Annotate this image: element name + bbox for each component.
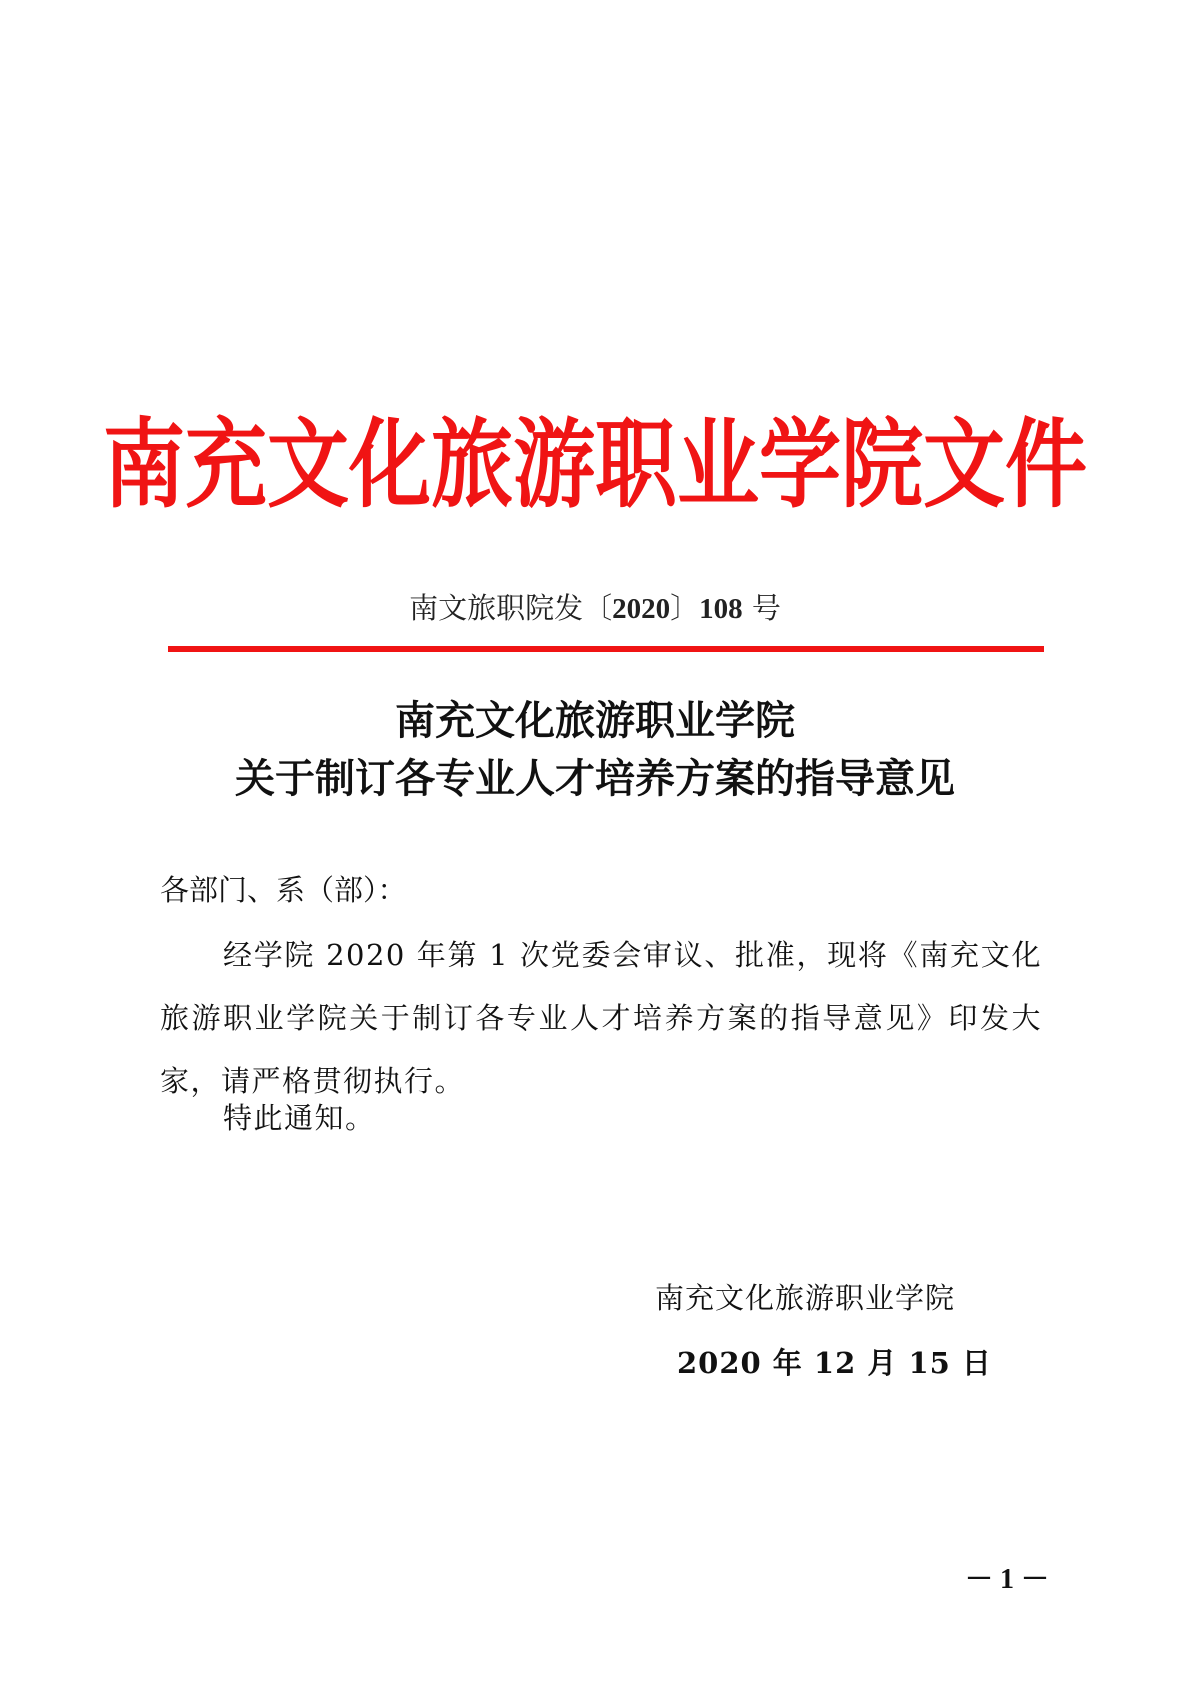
document-title-line-1: 南充文化旅游职业学院 — [395, 697, 795, 744]
doc-number-suffix: 号 — [742, 591, 781, 625]
masthead-title: 南充文化旅游职业学院文件 — [102, 408, 1087, 522]
signature-date: 2020 年 12 月 15 日 — [677, 1346, 992, 1380]
signature-organization: 南充文化旅游职业学院 — [655, 1281, 956, 1315]
red-divider-line — [168, 646, 1044, 652]
document-number — [0, 588, 1190, 629]
doc-number-mid: 〕 — [670, 591, 700, 625]
doc-number-year: 2020 — [612, 593, 671, 625]
salutation: 各部门、系（部）： — [160, 873, 407, 907]
body-paragraph: 经学院 2020 年第 1 次党委会审议、批准，现将《南充文化旅游职业学院关于制订各专业人才培养方案的指导意见》印发大家，请严格贯彻执行。 — [160, 938, 1042, 1098]
page-number: － 1 － — [965, 1564, 1050, 1595]
closing-line: 特此通知。 — [223, 1101, 376, 1135]
doc-number-prefix: 南文旅职院发〔 — [409, 591, 613, 625]
document-title-line-2: 关于制订各专业人才培养方案的指导意见 — [235, 755, 955, 802]
doc-number-seq: 108 — [699, 593, 743, 625]
